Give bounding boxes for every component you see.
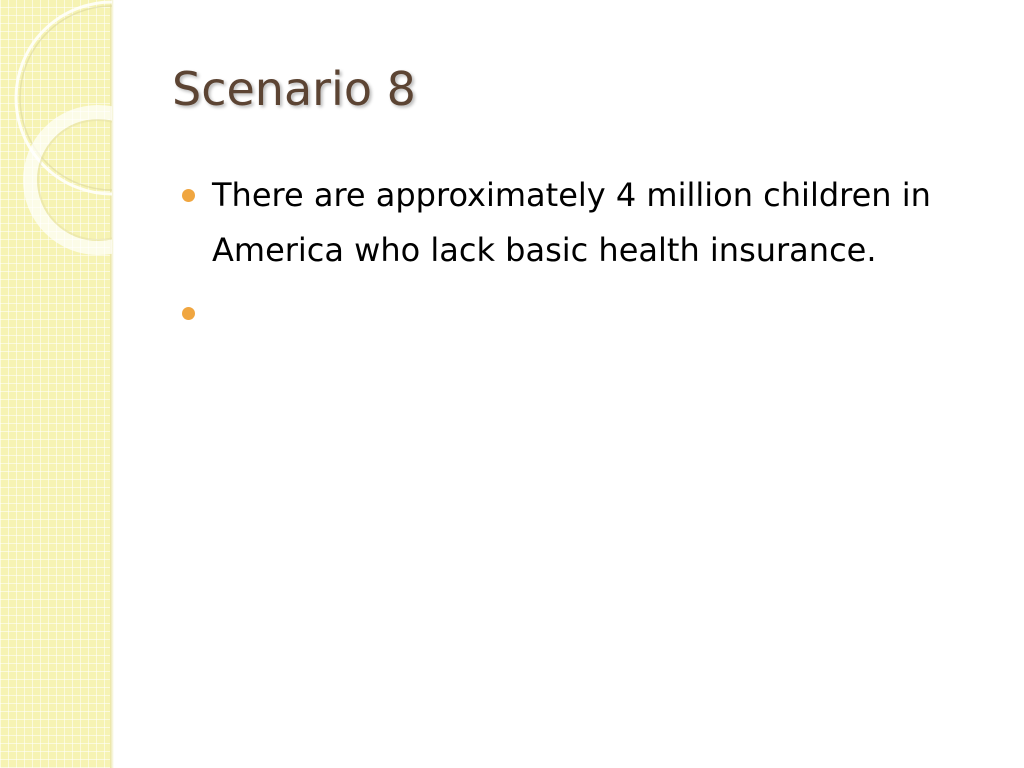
bullet-marker-icon <box>182 189 195 202</box>
bullet-text: There are approximately 4 million children in America who lack basic health insurance. <box>212 176 931 269</box>
slide-title: Scenario 8 <box>172 62 416 116</box>
decorative-rings-graphic <box>0 0 112 260</box>
bullet-list <box>180 168 990 341</box>
bullet-marker-icon <box>182 307 195 320</box>
bullet-item-empty <box>180 286 990 341</box>
bullet-item <box>180 168 990 278</box>
